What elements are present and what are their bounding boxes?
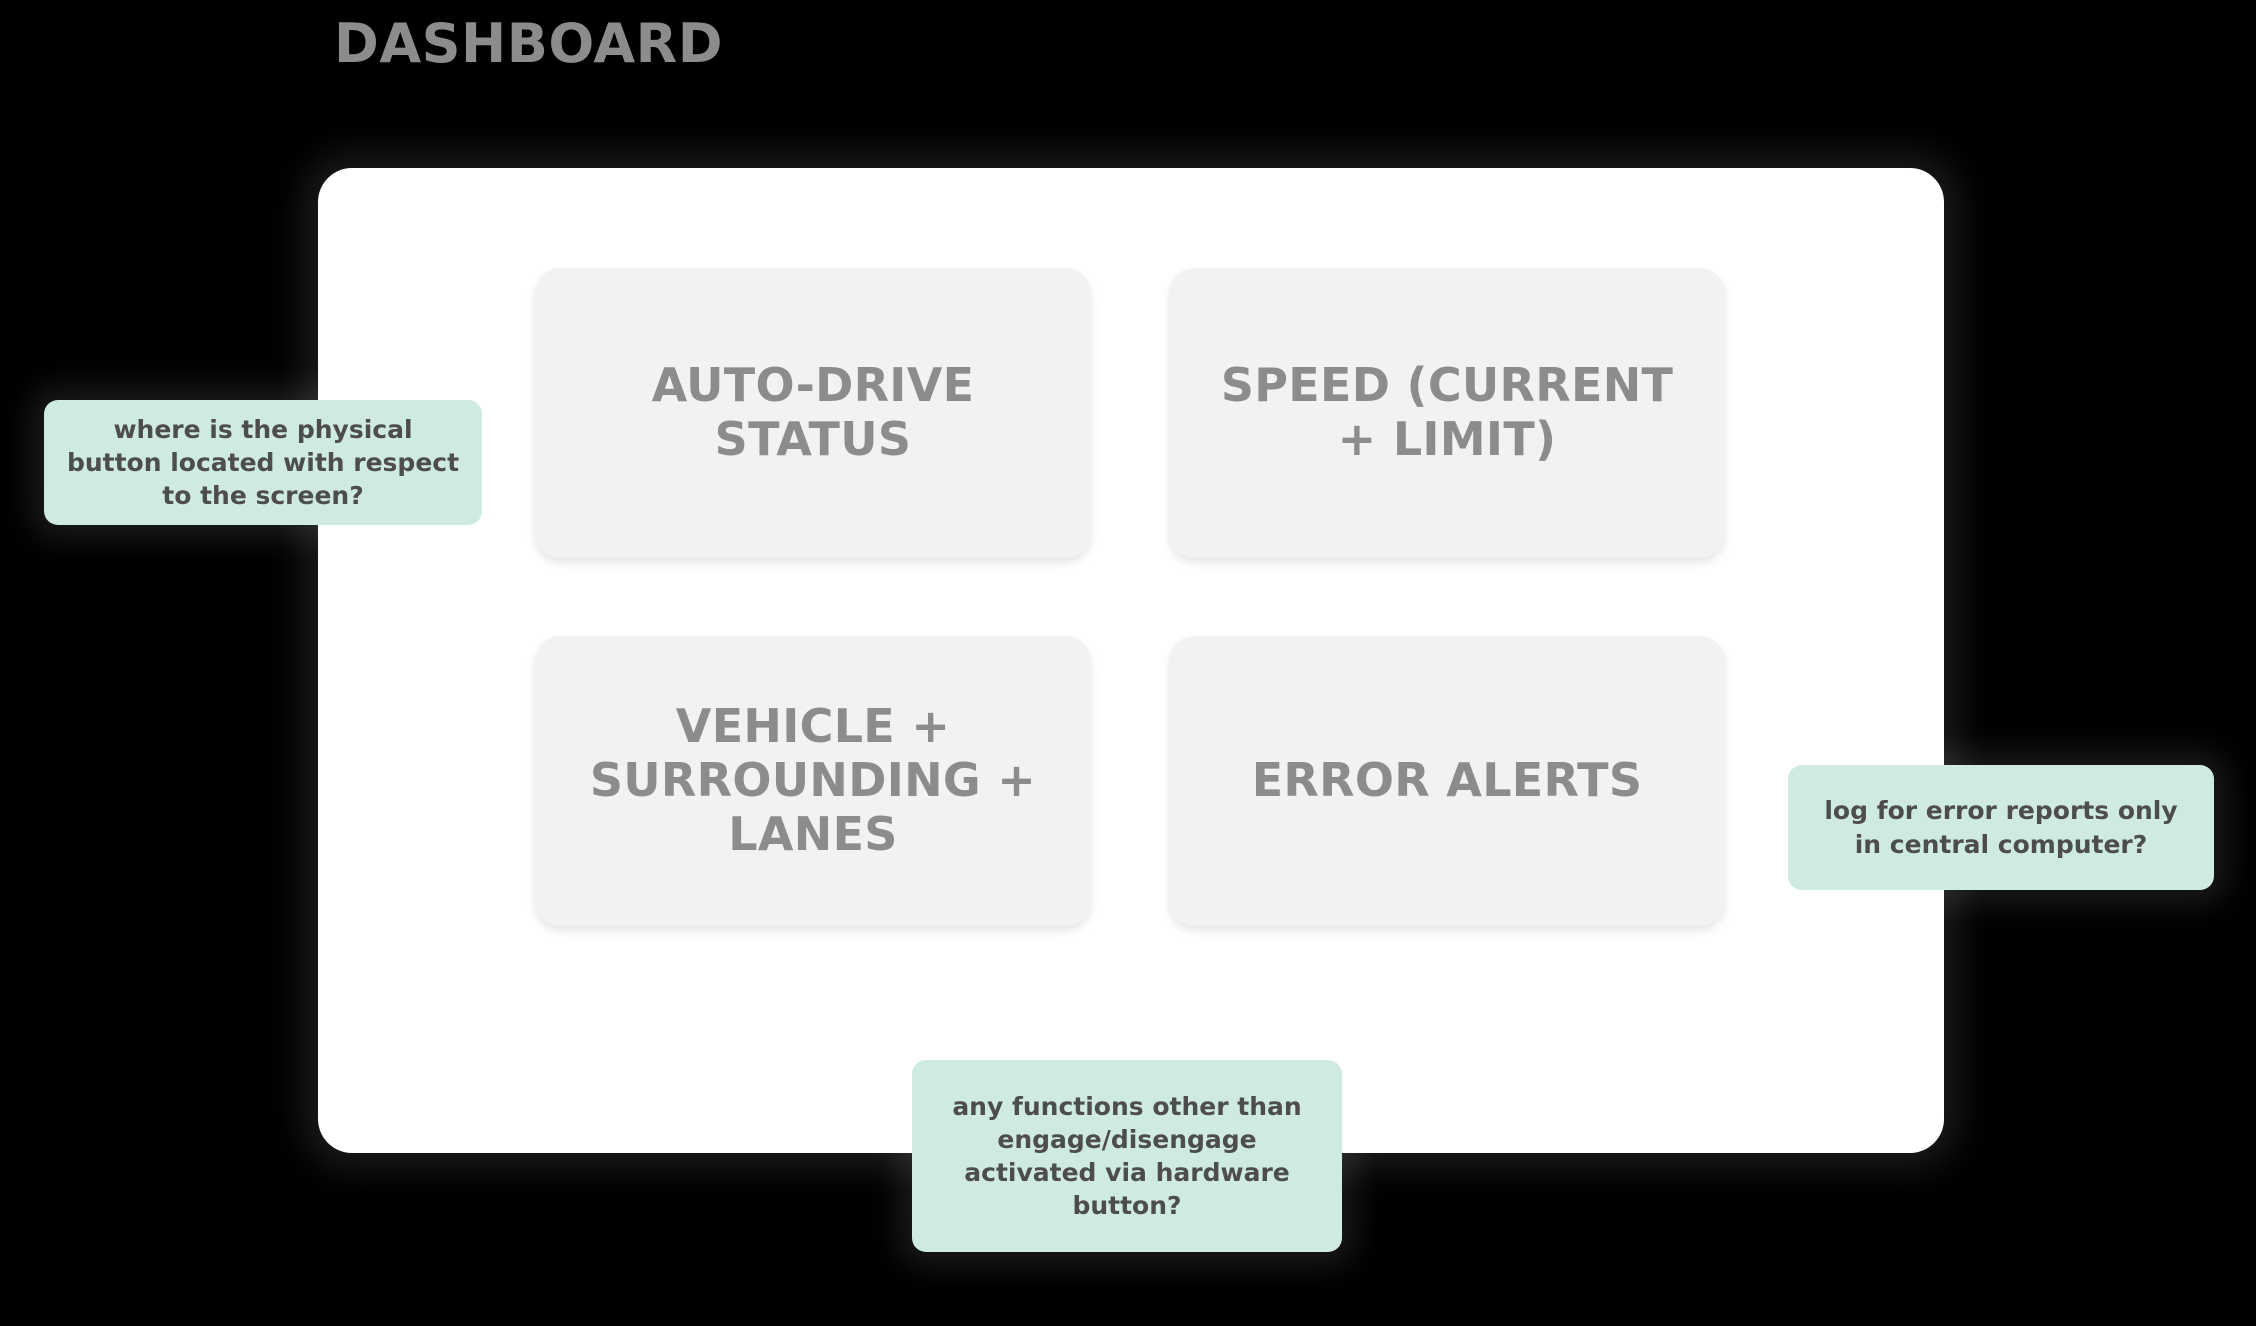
tile-auto-drive-status[interactable] (535, 268, 1091, 558)
annotation-note-text: any functions other than engage/disengage activated via hardware button? (952, 1091, 1302, 1221)
annotation-note-text: where is the physical button located with respect to the screen? (66, 414, 460, 511)
annotation-note-hardware-button-functions[interactable] (912, 1060, 1342, 1252)
tile-label: VEHICLE + SURROUNDING + LANES (589, 699, 1037, 861)
annotation-note-error-log[interactable] (1788, 765, 2214, 890)
dashboard-tile-grid (404, 268, 1856, 926)
annotation-note-text: log for error reports only in central computer? (1824, 796, 2178, 859)
tile-label: AUTO-DRIVE STATUS (651, 358, 975, 466)
tile-label: SPEED (CURRENT + LIMIT) (1220, 358, 1674, 466)
annotation-note-physical-button-location[interactable] (44, 400, 482, 525)
dashboard-panel (318, 168, 1944, 1153)
tile-error-alerts[interactable] (1169, 636, 1725, 926)
tile-vehicle-surrounding-lanes[interactable] (535, 636, 1091, 926)
tile-speed[interactable] (1169, 268, 1725, 558)
page-title: DASHBOARD (334, 12, 724, 75)
tile-label: ERROR ALERTS (1251, 753, 1643, 808)
